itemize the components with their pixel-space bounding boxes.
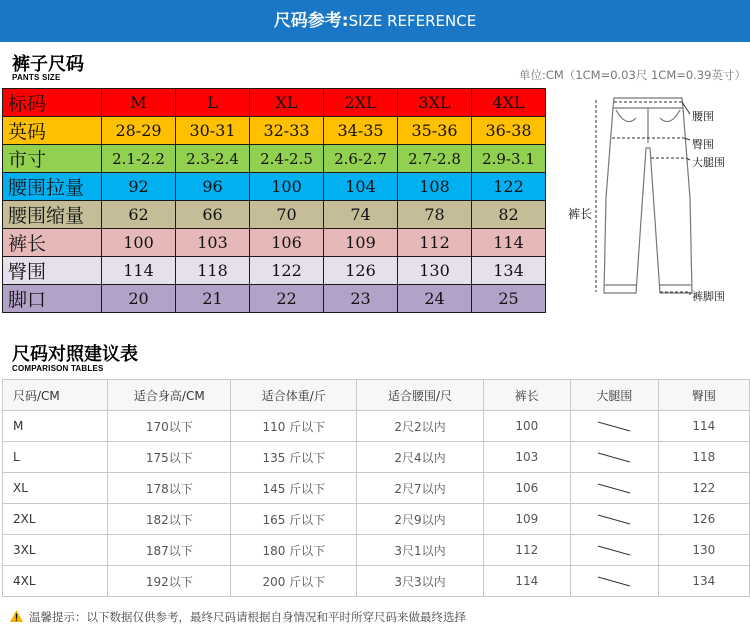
comparison-cell: 106 bbox=[483, 473, 570, 504]
comparison-cell: 180 斤以下 bbox=[231, 535, 357, 566]
diagonal-slash-icon bbox=[594, 574, 634, 588]
thigh-not-applicable-cell bbox=[570, 566, 658, 597]
comparison-cell: 2尺9以内 bbox=[357, 504, 483, 535]
size-cell: 118 bbox=[176, 257, 250, 285]
size-cell: 23 bbox=[324, 285, 398, 313]
size-cell: 2.4-2.5 bbox=[250, 145, 324, 173]
comparison-cell: 175以下 bbox=[108, 442, 231, 473]
size-row bbox=[3, 117, 546, 145]
comparison-cell: 192以下 bbox=[108, 566, 231, 597]
size-row-label: 裤长 bbox=[3, 229, 102, 257]
size-table bbox=[2, 88, 546, 313]
comparison-row bbox=[3, 535, 750, 566]
banner-title-en: SIZE REFERENCE bbox=[348, 12, 477, 30]
comparison-row bbox=[3, 442, 750, 473]
size-cell: 103 bbox=[176, 229, 250, 257]
size-row-label: 臀围 bbox=[3, 257, 102, 285]
size-cell: 30-31 bbox=[176, 117, 250, 145]
size-cell: 106 bbox=[250, 229, 324, 257]
diagonal-slash-icon bbox=[594, 481, 634, 495]
size-row-label: 市寸 bbox=[3, 145, 102, 173]
comparison-section-subtitle: COMPARISON TABLES bbox=[12, 364, 104, 373]
comparison-header-cell: 尺码/CM bbox=[3, 380, 108, 411]
size-cell: 24 bbox=[398, 285, 472, 313]
pants-outline-icon bbox=[556, 88, 750, 314]
comparison-header-cell: 裤长 bbox=[483, 380, 570, 411]
size-cell: 122 bbox=[472, 173, 546, 201]
diagram-label-thigh: 大腿围 bbox=[692, 156, 725, 169]
size-cell: XL bbox=[250, 89, 324, 117]
comparison-cell: 114 bbox=[483, 566, 570, 597]
tip-text: 温馨提示：以下数据仅供参考，最终尺码请根据自身情况和平时所穿尺码来做最终选择 bbox=[29, 610, 466, 624]
size-cell: 25 bbox=[472, 285, 546, 313]
warning-icon bbox=[10, 610, 23, 625]
size-row bbox=[3, 285, 546, 313]
size-cell: 112 bbox=[398, 229, 472, 257]
size-cell: 130 bbox=[398, 257, 472, 285]
size-row-label: 脚口 bbox=[3, 285, 102, 313]
diagonal-slash-icon bbox=[594, 450, 634, 464]
comparison-cell: 2尺2以内 bbox=[357, 411, 483, 442]
size-cell: 82 bbox=[472, 201, 546, 229]
size-cell: 28-29 bbox=[102, 117, 176, 145]
size-cell: 104 bbox=[324, 173, 398, 201]
comparison-cell: 3尺1以内 bbox=[357, 535, 483, 566]
thigh-not-applicable-cell bbox=[570, 442, 658, 473]
size-row bbox=[3, 89, 546, 117]
comparison-cell: 145 斤以下 bbox=[231, 473, 357, 504]
comparison-section-title: 尺码对照建议表 bbox=[12, 344, 138, 365]
comparison-cell: 2尺7以内 bbox=[357, 473, 483, 504]
pants-diagram bbox=[556, 88, 750, 314]
diagonal-slash-icon bbox=[594, 543, 634, 557]
comparison-cell: 126 bbox=[658, 504, 749, 535]
size-cell: 100 bbox=[102, 229, 176, 257]
size-cell: 2.9-3.1 bbox=[472, 145, 546, 173]
size-cell: 114 bbox=[102, 257, 176, 285]
size-cell: 21 bbox=[176, 285, 250, 313]
size-cell: 109 bbox=[324, 229, 398, 257]
comparison-cell: 135 斤以下 bbox=[231, 442, 357, 473]
comparison-cell: 178以下 bbox=[108, 473, 231, 504]
size-cell: 20 bbox=[102, 285, 176, 313]
comparison-cell: L bbox=[3, 442, 108, 473]
comparison-header-row bbox=[3, 380, 750, 411]
comparison-cell: 109 bbox=[483, 504, 570, 535]
page-banner bbox=[0, 0, 750, 42]
size-cell: 92 bbox=[102, 173, 176, 201]
size-row bbox=[3, 201, 546, 229]
diagonal-slash-icon bbox=[594, 419, 634, 433]
comparison-cell: 170以下 bbox=[108, 411, 231, 442]
banner-title-zh: 尺码参考: bbox=[273, 11, 349, 31]
size-cell: 96 bbox=[176, 173, 250, 201]
diagonal-slash-icon bbox=[594, 512, 634, 526]
comparison-cell: 2XL bbox=[3, 504, 108, 535]
comparison-cell: 3XL bbox=[3, 535, 108, 566]
size-cell: 2.1-2.2 bbox=[102, 145, 176, 173]
thigh-not-applicable-cell bbox=[570, 535, 658, 566]
size-cell: 2.7-2.8 bbox=[398, 145, 472, 173]
diagram-label-waist: 腰围 bbox=[692, 110, 714, 123]
comparison-cell: 2尺4以内 bbox=[357, 442, 483, 473]
size-cell: 3XL bbox=[398, 89, 472, 117]
comparison-cell: 134 bbox=[658, 566, 749, 597]
comparison-cell: 110 斤以下 bbox=[231, 411, 357, 442]
comparison-header-cell: 适合腰围/尺 bbox=[357, 380, 483, 411]
size-cell: 100 bbox=[250, 173, 324, 201]
comparison-cell: 182以下 bbox=[108, 504, 231, 535]
size-cell: 114 bbox=[472, 229, 546, 257]
size-row-label: 英码 bbox=[3, 117, 102, 145]
diagram-label-length: 裤长 bbox=[568, 207, 593, 221]
comparison-row bbox=[3, 473, 750, 504]
comparison-row bbox=[3, 504, 750, 535]
comparison-cell: 130 bbox=[658, 535, 749, 566]
size-row-label: 腰围缩量 bbox=[3, 201, 102, 229]
comparison-cell: M bbox=[3, 411, 108, 442]
size-cell: 34-35 bbox=[324, 117, 398, 145]
comparison-header-cell: 适合体重/斤 bbox=[231, 380, 357, 411]
comparison-cell: 187以下 bbox=[108, 535, 231, 566]
size-cell: M bbox=[102, 89, 176, 117]
size-cell: 122 bbox=[250, 257, 324, 285]
size-cell: 36-38 bbox=[472, 117, 546, 145]
size-cell: 2.6-2.7 bbox=[324, 145, 398, 173]
thigh-not-applicable-cell bbox=[570, 411, 658, 442]
size-row-label: 标码 bbox=[3, 89, 102, 117]
comparison-table bbox=[2, 379, 750, 597]
comparison-cell: XL bbox=[3, 473, 108, 504]
comparison-header-cell: 适合身高/CM bbox=[108, 380, 231, 411]
pants-section-subtitle: PANTS SIZE bbox=[12, 73, 61, 82]
size-row-label: 腰围拉量 bbox=[3, 173, 102, 201]
comparison-cell: 103 bbox=[483, 442, 570, 473]
comparison-cell: 3尺3以内 bbox=[357, 566, 483, 597]
comparison-cell: 122 bbox=[658, 473, 749, 504]
diagram-label-hip: 臀围 bbox=[692, 138, 714, 151]
size-cell: 70 bbox=[250, 201, 324, 229]
diagram-label-hem: 裤脚围 bbox=[692, 290, 725, 303]
size-row bbox=[3, 229, 546, 257]
size-cell: 74 bbox=[324, 201, 398, 229]
comparison-cell: 200 斤以下 bbox=[231, 566, 357, 597]
comparison-row bbox=[3, 411, 750, 442]
size-cell: 2.3-2.4 bbox=[176, 145, 250, 173]
size-cell: 78 bbox=[398, 201, 472, 229]
comparison-row bbox=[3, 566, 750, 597]
comparison-header-cell: 臀围 bbox=[658, 380, 749, 411]
size-cell: 66 bbox=[176, 201, 250, 229]
size-cell: 134 bbox=[472, 257, 546, 285]
comparison-header-cell: 大腿围 bbox=[570, 380, 658, 411]
size-cell: 22 bbox=[250, 285, 324, 313]
size-cell: 108 bbox=[398, 173, 472, 201]
size-cell: 4XL bbox=[472, 89, 546, 117]
pants-section-title: 裤子尺码 bbox=[12, 54, 84, 75]
thigh-not-applicable-cell bbox=[570, 473, 658, 504]
tip-note bbox=[10, 609, 466, 625]
size-row bbox=[3, 257, 546, 285]
comparison-cell: 118 bbox=[658, 442, 749, 473]
size-row bbox=[3, 145, 546, 173]
comparison-cell: 165 斤以下 bbox=[231, 504, 357, 535]
unit-note: 单位:CM（1CM=0.03尺 1CM=0.39英寸） bbox=[518, 68, 746, 82]
comparison-cell: 4XL bbox=[3, 566, 108, 597]
size-cell: L bbox=[176, 89, 250, 117]
size-cell: 2XL bbox=[324, 89, 398, 117]
size-cell: 62 bbox=[102, 201, 176, 229]
size-cell: 126 bbox=[324, 257, 398, 285]
size-row bbox=[3, 173, 546, 201]
size-cell: 35-36 bbox=[398, 117, 472, 145]
comparison-cell: 100 bbox=[483, 411, 570, 442]
comparison-cell: 112 bbox=[483, 535, 570, 566]
comparison-cell: 114 bbox=[658, 411, 749, 442]
thigh-not-applicable-cell bbox=[570, 504, 658, 535]
size-cell: 32-33 bbox=[250, 117, 324, 145]
